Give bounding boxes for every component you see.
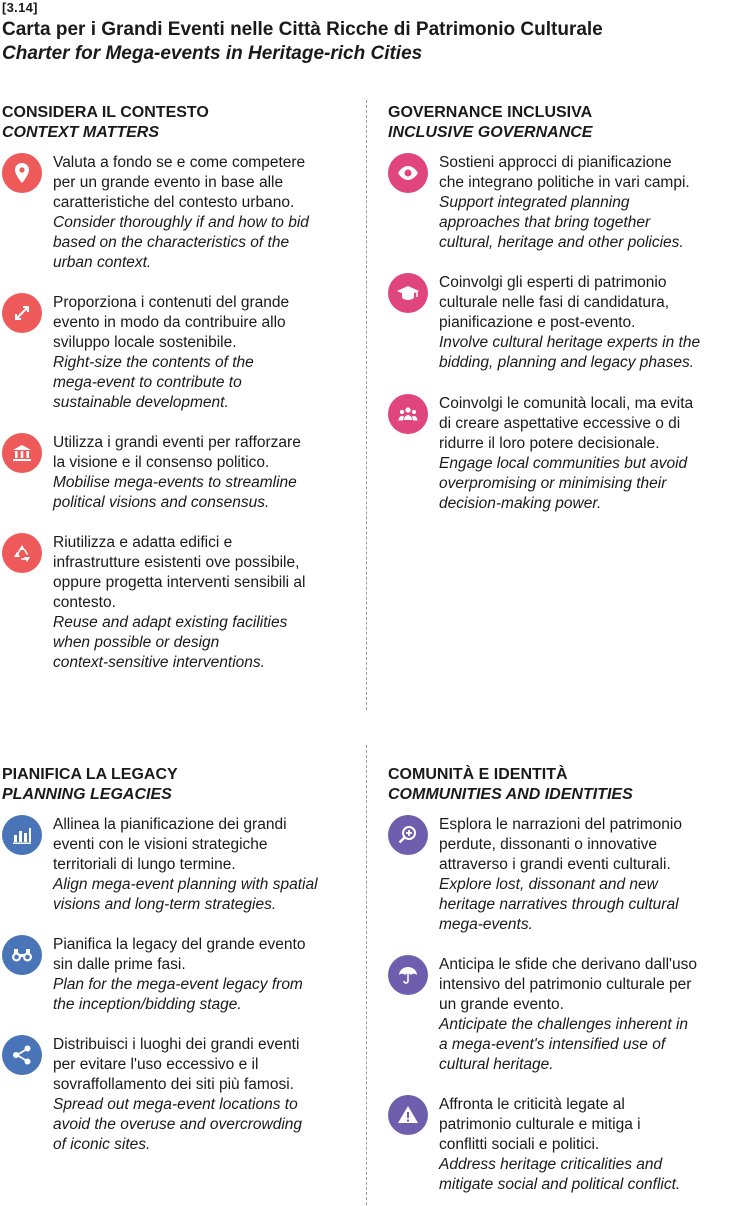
section-title-english: PLANNING LEGACIES [2, 786, 172, 803]
item-text-it: Utilizza i grandi eventi per rafforzare [53, 434, 301, 451]
item-text-en: cultural, heritage and other policies. [439, 234, 684, 251]
item-text-it: caratteristiche del contesto urbano. [53, 194, 295, 211]
item-text-it: perdute, dissonanti o innovative [439, 836, 658, 853]
item-text-en: Support integrated planning [439, 194, 630, 211]
section-title: GOVERNANCE INCLUSIVA [388, 104, 593, 121]
item-text-en: sustainable development. [53, 394, 229, 411]
item-text-en: mega-event to contribute to [53, 374, 242, 391]
share-nodes-icon [2, 1035, 42, 1075]
section-planning-legacies [2, 765, 362, 1185]
item-text-en: political visions and consensus. [53, 494, 270, 511]
item-text-en: approaches that bring together [439, 214, 651, 231]
item-text-it: attraverso i grandi eventi culturali. [439, 856, 671, 873]
item-text-en: cultural heritage. [439, 1056, 554, 1073]
item-text-it: sviluppo locale sostenibile. [53, 334, 237, 351]
item-text-it: infrastrutture esistenti ove possibile, [53, 554, 300, 571]
figure-number: [3.14] [2, 0, 38, 15]
item-text-en: Engage local communities but avoid [439, 455, 688, 472]
item-text-en: mega-events. [439, 916, 533, 933]
section-title: PIANIFICA LA LEGACY [2, 766, 178, 783]
item-text-it: un grande evento. [439, 996, 564, 1013]
item-text-en: the inception/bidding stage. [53, 996, 242, 1013]
item-text-en: Consider thoroughly if and how to bid [53, 214, 309, 231]
item-text-it: Coinvolgi gli esperti di patrimonio [439, 274, 667, 291]
section-context-matters [2, 103, 362, 703]
item-text-it: sin dalle prime fasi. [53, 956, 186, 973]
item-text-it: evento in modo da contribuire allo [53, 314, 286, 331]
section-title-english: CONTEXT MATTERS [2, 124, 160, 141]
item-text-en: Address heritage criticalities and [439, 1156, 663, 1173]
item-text-en: context-sensitive interventions. [53, 654, 265, 671]
page-title: Carta per i Grandi Eventi nelle Città Ricche di Patrimonio Culturale [2, 19, 603, 40]
section-title-english: INCLUSIVE GOVERNANCE [388, 124, 593, 141]
item-text-it: Affronta le criticità legate al [439, 1096, 625, 1113]
item-text-it: la visione e il consenso politico. [53, 454, 270, 471]
item-text-it: Pianifica la legacy del grande evento [53, 936, 306, 953]
item-text-it: Allinea la pianificazione dei grandi [53, 816, 287, 833]
bar-chart-icon [2, 815, 42, 855]
umbrella-icon [388, 955, 428, 995]
item-text-en: decision-making power. [439, 495, 602, 512]
section-inclusive-governance [388, 103, 733, 533]
section-title-english: COMMUNITIES AND IDENTITIES [388, 786, 633, 803]
item-text-it: che integrano politiche in vari campi. [439, 174, 690, 191]
item-text-it: per un grande evento in base alle [53, 174, 284, 191]
page-title-english: Charter for Mega-events in Heritage-rich Cities [2, 43, 423, 64]
warning-icon [388, 1095, 428, 1135]
item-text-en: Involve cultural heritage experts in the [439, 334, 701, 351]
item-text-it: Valuta a fondo se e come competere [53, 154, 306, 171]
item-text-it: culturale nelle fasi di candidatura, [439, 294, 670, 311]
item-text-it: di creare aspettative eccessive o di [439, 415, 681, 432]
graduation-cap-icon [388, 273, 428, 313]
section-title: COMUNITÀ E IDENTITÀ [388, 766, 568, 783]
item-text-it: pianificazione e post-evento. [439, 314, 636, 331]
item-text-it: oppure progetta interventi sensibili al [53, 574, 306, 591]
section-communities-identities [388, 765, 733, 1205]
zoom-in-icon [388, 815, 428, 855]
item-text-en: of iconic sites. [53, 1136, 151, 1153]
item-text-it: conflitti sociali e politici. [439, 1136, 600, 1153]
item-text-en: Right-size the contents of the [53, 354, 254, 371]
column-divider-top [366, 100, 367, 710]
column-divider-bottom [366, 745, 367, 1205]
item-text-it: per evitare l'uso eccessivo e il [53, 1056, 259, 1073]
item-text-it: Riutilizza e adatta edifici e [53, 534, 233, 551]
item-text-it: sovraffollamento dei siti più famosi. [53, 1076, 294, 1093]
item-text-it: patrimonio culturale e mitiga i [439, 1116, 641, 1133]
item-text-it: Coinvolgi le comunità locali, ma evita [439, 395, 694, 412]
item-text-en: mitigate social and political conflict. [439, 1176, 681, 1193]
item-text-en: Spread out mega-event locations to [53, 1096, 298, 1113]
eye-icon [388, 153, 428, 193]
item-text-en: based on the characteristics of the [53, 234, 290, 251]
item-text-it: Distribuisci i luoghi dei grandi eventi [53, 1036, 300, 1053]
item-text-en: visions and long-term strategies. [53, 896, 277, 913]
item-text-it: Anticipa le sfide che derivano dall'uso [439, 956, 698, 973]
item-text-it: Sostieni approcci di pianificazione [439, 154, 672, 171]
item-text-en: Explore lost, dissonant and new [439, 876, 658, 893]
item-text-en: bidding, planning and legacy phases. [439, 354, 695, 371]
recycle-icon [2, 533, 42, 573]
item-text-en: Anticipate the challenges inherent in [439, 1016, 689, 1033]
resize-arrows-icon [2, 293, 42, 333]
item-text-en: Mobilise mega-events to streamline [53, 474, 297, 491]
community-icon [388, 394, 428, 434]
item-text-it: eventi con le visioni strategiche [53, 836, 268, 853]
item-text-it: ridurre il loro potere decisionale. [439, 435, 660, 452]
item-text-en: heritage narratives through cultural [439, 896, 679, 913]
item-text-en: avoid the overuse and overcrowding [53, 1116, 303, 1133]
location-pin-icon [2, 153, 42, 193]
item-text-en: urban context. [53, 254, 152, 271]
item-text-en: Plan for the mega-event legacy from [53, 976, 303, 993]
item-text-en: when possible or design [53, 634, 220, 651]
item-text-it: territoriali di lungo termine. [53, 856, 236, 873]
item-text-it: intensivo del patrimonio culturale per [439, 976, 692, 993]
item-text-it: contesto. [53, 594, 116, 611]
item-text-en: overpromising or minimising their [439, 475, 667, 492]
item-text-it: Esplora le narrazioni del patrimonio [439, 816, 682, 833]
binoculars-icon [2, 935, 42, 975]
item-text-en: Align mega-event planning with spatial [53, 876, 318, 893]
item-text-en: a mega-event's intensified use of [439, 1036, 666, 1053]
item-text-en: Reuse and adapt existing facilities [53, 614, 288, 631]
section-title: CONSIDERA IL CONTESTO [2, 104, 209, 121]
item-text-it: Proporziona i contenuti del grande [53, 294, 290, 311]
institution-icon [2, 433, 42, 473]
